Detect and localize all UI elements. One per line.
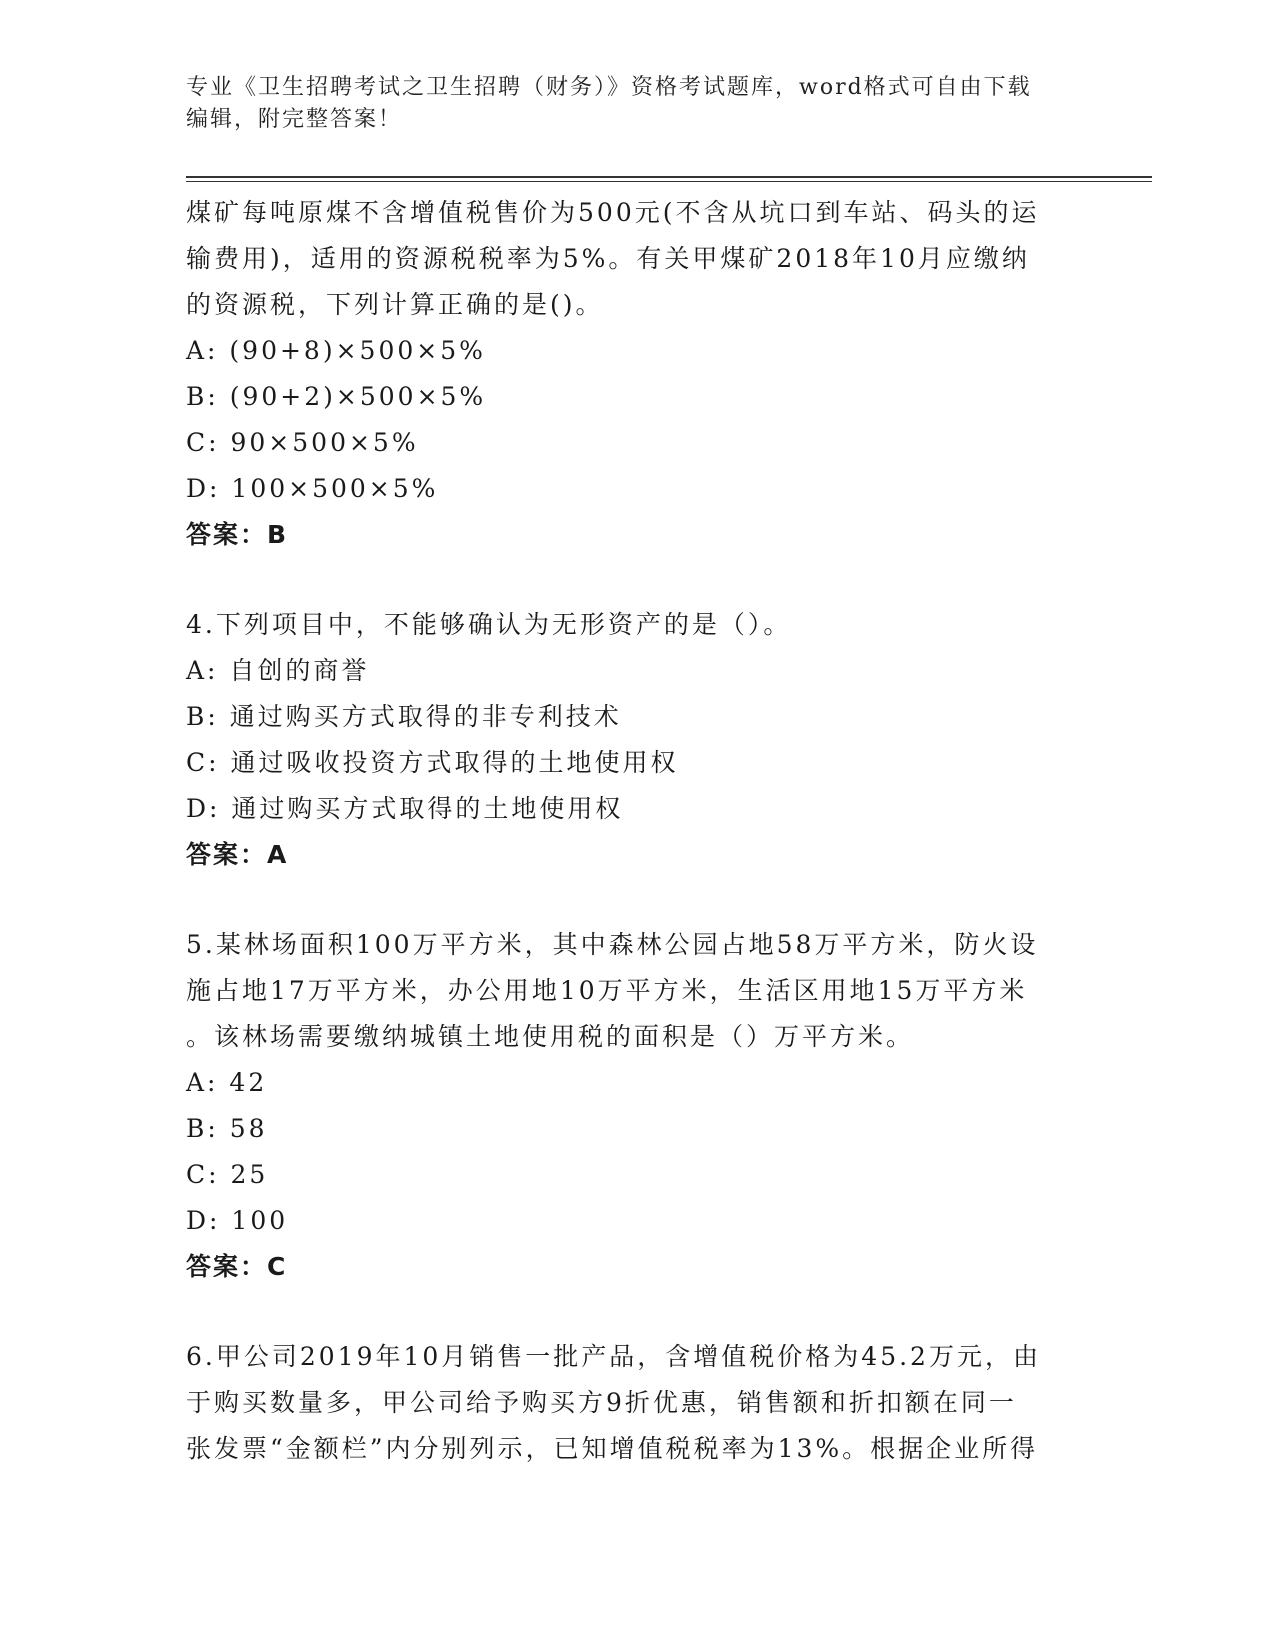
answer-label: 答案：B [186, 520, 289, 549]
option-b: B: 58 [186, 1114, 268, 1143]
option-d: D: 100×500×5% [186, 474, 439, 503]
question-4 [186, 602, 1086, 878]
spacer [186, 558, 1086, 602]
spacer [186, 1290, 1086, 1334]
answer-label: 答案：A [186, 840, 289, 869]
question-stem: 。该林场需要缴纳城镇土地使用税的面积是（）万平方米。 [186, 1022, 915, 1051]
question-stem: 的资源税，下列计算正确的是()。 [186, 290, 604, 319]
option-a: A: 42 [186, 1068, 268, 1097]
question-stem: 煤矿每吨原煤不含增值税售价为500元(不含从坑口到车站、码头的运 [186, 198, 1040, 227]
header-divider [186, 176, 1152, 178]
option-d: D: 100 [186, 1206, 289, 1235]
option-a: A: 自创的商誉 [186, 656, 370, 685]
question-stem: 5.某林场面积100万平方米，其中森林公园占地58万平方米，防火设 [186, 930, 1039, 959]
document-header [186, 72, 1086, 136]
option-c: C: 25 [186, 1160, 269, 1189]
option-b: B: 通过购买方式取得的非专利技术 [186, 702, 622, 731]
option-b: B: (90+2)×500×5% [186, 382, 487, 411]
header-line: 编辑，附完整答案！ [186, 107, 403, 132]
question-stem: 施占地17万平方米，办公用地10万平方米，生活区用地15万平方米 [186, 976, 1028, 1005]
question-stem: 输费用)，适用的资源税税率为5%。有关甲煤矿2018年10月应缴纳 [186, 244, 1030, 273]
spacer [186, 878, 1086, 922]
question-6 [186, 1334, 1086, 1472]
question-stem: 于购买数量多，甲公司给予购买方9折优惠，销售额和折扣额在同一 [186, 1388, 1017, 1417]
option-d: D: 通过购买方式取得的土地使用权 [186, 794, 624, 823]
option-a: A: (90+8)×500×5% [186, 336, 486, 365]
header-divider-thin [186, 181, 1152, 182]
question-stem: 张发票“金额栏”内分别列示，已知增值税税率为13%。根据企业所得 [186, 1434, 1039, 1463]
header-line: 专业《卫生招聘考试之卫生招聘（财务）》资格考试题库，word格式可自由下载 [186, 75, 1032, 100]
question-3 [186, 190, 1086, 558]
option-c: C: 通过吸收投资方式取得的土地使用权 [186, 748, 679, 777]
question-stem: 6.甲公司2019年10月销售一批产品，含增值税价格为45.2万元，由 [186, 1342, 1041, 1371]
question-list [186, 190, 1086, 1472]
question-stem: 4.下列项目中，不能够确认为无形资产的是（）。 [186, 610, 792, 639]
answer-label: 答案：C [186, 1252, 288, 1281]
question-5 [186, 922, 1086, 1290]
option-c: C: 90×500×5% [186, 428, 419, 457]
